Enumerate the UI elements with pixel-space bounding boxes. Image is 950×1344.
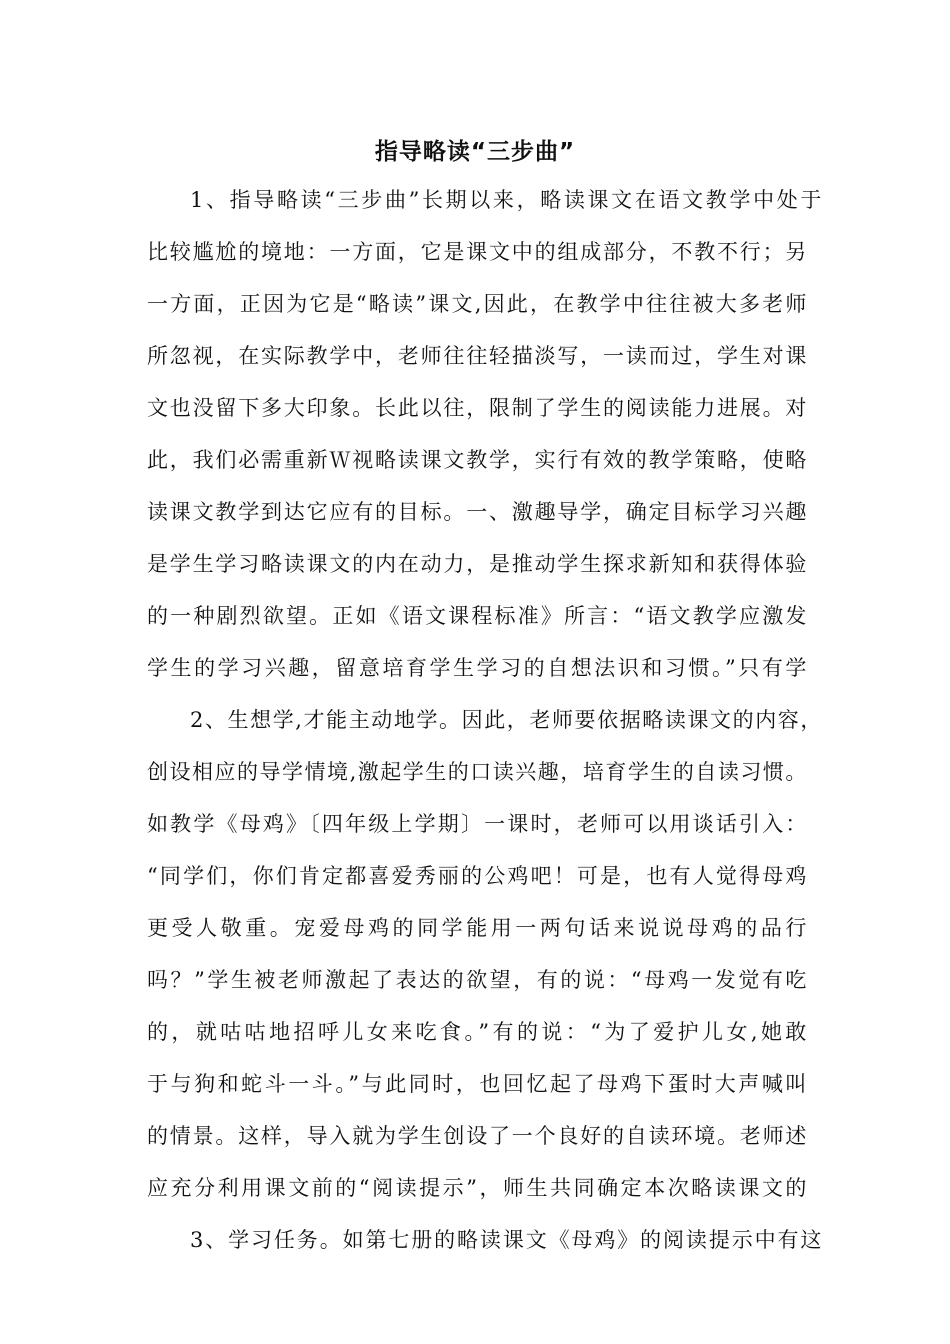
paragraph-line: 此，我们必需重新Ｗ视略读课文教学，实行有效的教学策略，使略 <box>147 448 807 472</box>
paragraph-line: 比较尴尬的境地：一方面，它是课文中的组成部分，不教不行；另 <box>147 240 807 264</box>
paragraph-line: 读课文教学到达它应有的目标。一、激趣导学，确定目标学习兴趣 <box>147 500 807 524</box>
paragraph-line: 2、生想学,才能主动地学。因此，老师要依据略读课文的内容， <box>190 708 822 732</box>
paragraph-line: 的情景。这样，导入就为学生创设了一个良好的自读环境。老师述 <box>147 1124 807 1148</box>
paragraph-line: “同学们，你们肯定都喜爱秀丽的公鸡吧！可是，也有人觉得母鸡 <box>147 864 807 888</box>
paragraph-line: 是学生学习略读课文的内在动力，是推动学生探求新知和获得体验 <box>147 552 807 576</box>
paragraph-line: 3、学习任务。如第七册的略读课文《母鸡》的阅读提示中有这 <box>190 1228 822 1252</box>
paragraph-line: 如教学《母鸡》〔四年级上学期〕一课时，老师可以用谈话引入： <box>147 812 807 836</box>
paragraph-line: 1、指导略读“三步曲”长期以来，略读课文在语文教学中处于 <box>190 188 822 212</box>
paragraph-line: 文也没留下多大印象。长此以往，限制了学生的阅读能力进展。对 <box>147 396 807 420</box>
paragraph-line: 所忽视，在实际教学中，老师往往轻描淡写，一读而过，学生对课 <box>147 344 807 368</box>
paragraph-line: 吗？”学生被老师激起了表达的欲望，有的说：“母鸡一发觉有吃 <box>147 968 807 992</box>
paragraph-line: 于与狗和蛇斗一斗。”与此同时，也回忆起了母鸡下蛋时大声喊叫 <box>147 1072 807 1096</box>
paragraph-line: 创设相应的导学情境,激起学生的口读兴趣，培育学生的自读习惯。 <box>147 760 807 784</box>
paragraph-line: 的，就咕咕地招呼儿女来吃食。”有的说：“为了爱护儿女,她敢 <box>147 1020 807 1044</box>
paragraph-line: 学生的学习兴趣，留意培育学生学习的自想法识和习惯。”只有学 <box>147 656 807 680</box>
paragraph-line: 一方面，正因为它是“略读”课文,因此，在教学中往往被大多老师 <box>147 292 807 316</box>
document-title: 指导略读“三步曲” <box>374 139 576 165</box>
paragraph-line: 应充分利用课文前的“阅读提示”，师生共同确定本次略读课文的 <box>147 1176 807 1200</box>
paragraph-line: 更受人敬重。宠爱母鸡的同学能用一两句话来说说母鸡的品行 <box>147 916 807 940</box>
paragraph-line: 的一种剧烈欲望。正如《语文课程标准》所言：“语文教学应激发 <box>147 604 807 628</box>
